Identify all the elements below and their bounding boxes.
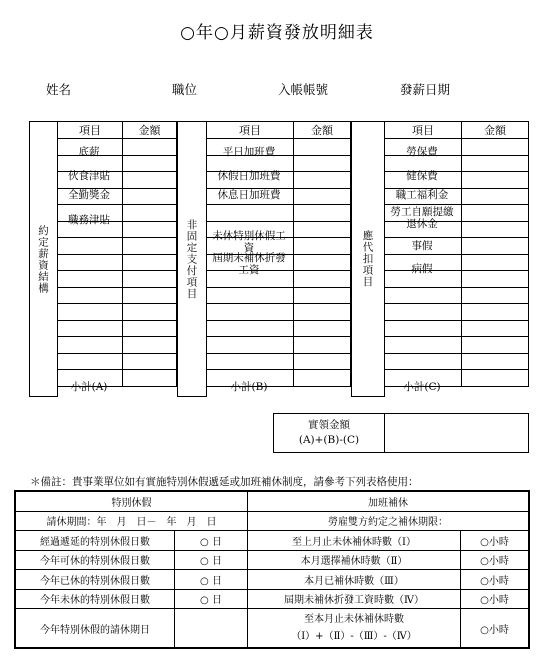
section-b-category-text: 非固定支付項目 [185,218,198,300]
section-c-item: 病假 [411,263,433,275]
section-c-item: 職工福利金 [395,189,449,201]
comp-leave-row-unit: ○小時 [461,589,530,609]
remarks-note: ＊備註：貴事業單位如有實施特別休假遞延或加班補休制度，請參考下列表格使用： [30,476,419,488]
amount-col-header: 金額 [123,122,177,139]
special-leave-row-unit: ○ 日 [175,570,248,590]
section-b-item: 屆期未補休折發工資 [212,252,286,276]
comp-leave-period: 勞雇雙方約定之補休期限： [248,511,530,531]
section-c-table [384,121,529,387]
comp-leave-row-label: 至上月止未休補休時數（Ⅰ） [248,531,461,551]
section-a-category-text: 約定薪資結構 [37,224,49,294]
amount-col-header: 金額 [462,122,529,139]
section-a-item: 伙食津貼 [68,170,110,182]
comp-leave-row-label-line1: 至本月止未休補休時數 [304,614,404,625]
pay-date-label: 發薪日期 [400,82,451,97]
item-col-header: 項目 [385,122,462,139]
section-b-item: 休息日加班費 [217,189,281,201]
section-c-item: 事假 [411,240,433,252]
comp-leave-row-unit: ○小時 [461,570,530,590]
comp-leave-row-label [248,609,461,649]
section-a-category [29,121,58,397]
section-a-subtotal: 小計(A) [70,381,108,393]
comp-leave-row-label-line2: （Ⅰ）+（Ⅱ）-（Ⅲ）-（Ⅳ） [291,631,417,642]
section-c-subtotal: 小計(C) [403,381,441,393]
special-leave-row-label: 今年可休的特別休假日數 [15,550,175,570]
section-c-item: 勞保費 [406,146,438,158]
special-leave-row-label: 今年特別休假的請休期日 [15,609,175,649]
section-b-subtotal: 小計(B) [230,381,268,393]
section-a-item: 職務津貼 [68,214,110,226]
actual-amount-line1: 實領金額 [308,419,350,431]
section-a-table [57,121,177,387]
actual-amount-label [274,414,385,453]
section-b-item: 未休特別休假工資 [212,230,286,254]
special-leave-period: 請休期間：年 月 日－ 年 月 日 [15,511,248,531]
section-b-item: 平日加班費 [222,146,276,158]
section-c-category-text: 應代扣項目 [361,230,374,288]
leave-table [14,490,530,649]
document-title: ○年○月薪資發放明細表 [180,23,374,43]
section-a-item: 底薪 [78,146,100,158]
item-col-header: 項目 [58,122,123,139]
comp-leave-row-unit: ○小時 [461,609,530,649]
special-leave-row-label: 今年未休的特別休假日數 [15,589,175,609]
comp-leave-row-unit: ○小時 [461,531,530,551]
section-a-item: 全勤獎金 [68,189,110,201]
position-label: 職位 [172,82,198,97]
comp-leave-row-unit: ○小時 [461,550,530,570]
special-leave-row-label: 今年已休的特別休假日數 [15,570,175,590]
special-leave-row-unit: ○ 日 [175,531,248,551]
item-col-header: 項目 [207,122,294,139]
special-leave-row-label: 經過遞延的特別休假日數 [15,531,175,551]
comp-leave-row-label: 屆期未補休折發工資時數（Ⅳ） [248,589,461,609]
section-c-item: 健保費 [406,170,438,182]
actual-amount-table [273,413,529,453]
name-label: 姓名 [46,82,72,97]
special-leave-row-unit [175,609,248,649]
section-c-category [351,121,385,397]
section-c-item: 勞工自願提繳退休金 [390,206,454,230]
special-leave-row-unit: ○ 日 [175,589,248,609]
special-leave-row-unit: ○ 日 [175,550,248,570]
actual-amount-line2: (A)+(B)-(C) [298,434,360,446]
comp-leave-row-label: 本月已補休時數（Ⅲ） [248,570,461,590]
account-label: 入帳帳號 [278,82,329,97]
section-b-category [177,121,207,397]
actual-amount-value [385,414,529,453]
special-leave-header: 特別休假 [15,491,248,511]
comp-leave-row-label: 本月選擇補休時數（Ⅱ） [248,550,461,570]
comp-leave-header: 加班補休 [248,491,530,511]
section-b-item: 休假日加班費 [217,170,281,182]
amount-col-header: 金額 [294,122,351,139]
